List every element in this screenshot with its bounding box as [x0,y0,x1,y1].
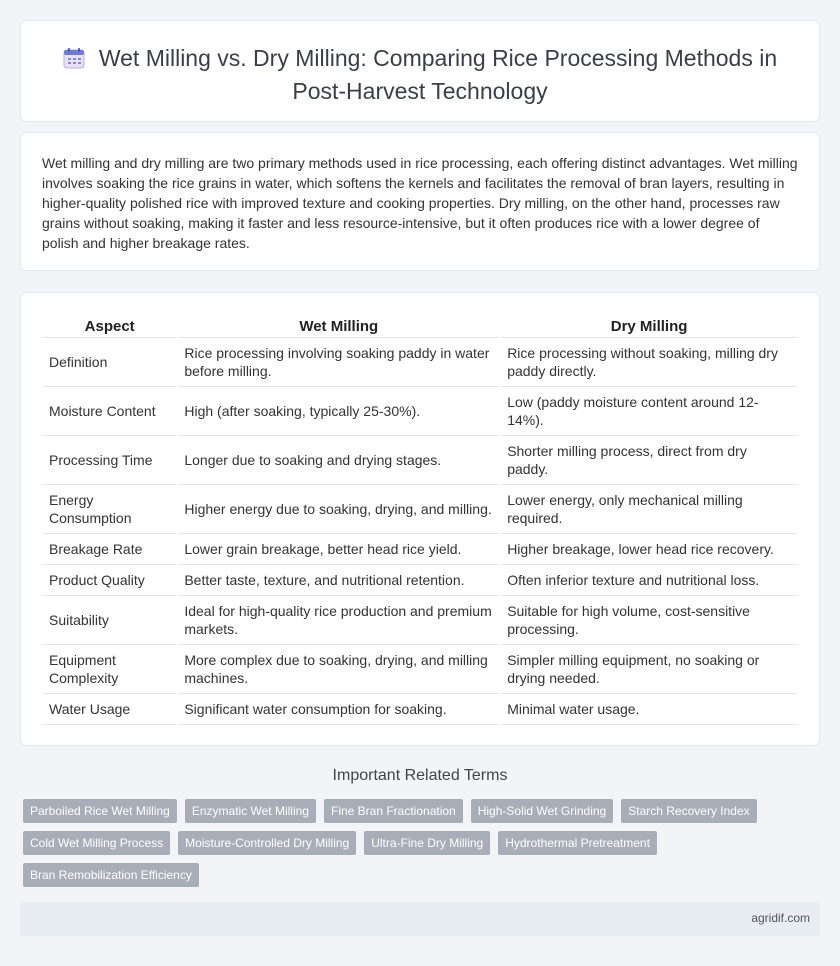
term-tag[interactable]: Starch Recovery Index [621,799,756,823]
table-cell-wet: Lower grain breakage, better head rice yield. [178,534,499,565]
table-cell-wet: Longer due to soaking and drying stages. [178,436,499,485]
table-cell-aspect: Moisture Content [43,387,176,436]
table-header-dry-milling: Dry Milling [501,313,797,338]
term-tag[interactable]: Parboiled Rice Wet Milling [23,799,177,823]
term-tag[interactable]: Ultra-Fine Dry Milling [364,831,490,855]
table-row [43,534,797,565]
table-cell-wet: Rice processing involving soaking paddy in water before milling. [178,338,499,387]
footer-bar [20,902,820,936]
term-tag[interactable]: Fine Bran Fractionation [324,799,463,823]
table-cell-dry: Low (paddy moisture content around 12-14%). [501,387,797,436]
table-cell-wet: Significant water consumption for soaking. [178,694,499,725]
table-cell-aspect: Energy Consumption [43,485,176,534]
table-cell-wet: High (after soaking, typically 25-30%). [178,387,499,436]
table-cell-aspect: Product Quality [43,565,176,596]
table-cell-aspect: Equipment Complexity [43,645,176,694]
comparison-table-card [20,292,820,746]
header-card [20,20,820,122]
table-cell-dry: Higher breakage, lower head rice recovery. [501,534,797,565]
table-cell-dry: Suitable for high volume, cost-sensitive processing. [501,596,797,645]
table-row [43,694,797,725]
comparison-table [41,313,799,725]
table-cell-dry: Minimal water usage. [501,694,797,725]
term-tag[interactable]: Enzymatic Wet Milling [185,799,316,823]
table-row [43,596,797,645]
intro-paragraph: Wet milling and dry milling are two primary methods used in rice processing, each offering distinct advantages. Wet milling involves soaking the rice grains in water, which softens the kernels and facilitates the removal of bran layers, resulting in higher-quality polished rice with improved texture and cooking properties. Dry milling, on the other hand, processes raw grains without soaking, making it faster and less resource-intensive, but it often produces rice with a lower degree of polish and higher breakage rates. [42,155,798,251]
table-row [43,485,797,534]
page-title-wrap [21,43,819,106]
page-title: Wet Milling vs. Dry Milling: Comparing Rice Processing Methods in Post-Harvest Technology [98,45,778,104]
table-cell-wet: More complex due to soaking, drying, and milling machines. [178,645,499,694]
table-cell-aspect: Processing Time [43,436,176,485]
footer-site-link[interactable]: agridif.com [751,911,810,925]
table-cell-dry: Lower energy, only mechanical milling required. [501,485,797,534]
term-tag[interactable]: Moisture-Controlled Dry Milling [178,831,356,855]
table-cell-wet: Ideal for high-quality rice production and premium markets. [178,596,499,645]
table-header-aspect: Aspect [43,313,176,338]
calendar-icon [63,46,85,76]
table-cell-dry: Simpler milling equipment, no soaking or drying needed. [501,645,797,694]
table-cell-dry: Rice processing without soaking, milling dry paddy directly. [501,338,797,387]
table-cell-aspect: Definition [43,338,176,387]
table-header-wet-milling: Wet Milling [178,313,499,338]
table-row [43,565,797,596]
related-terms-list [23,799,793,887]
table-cell-aspect: Breakage Rate [43,534,176,565]
term-tag[interactable]: Bran Remobilization Efficiency [23,863,199,887]
related-terms-heading: Important Related Terms [332,767,508,784]
table-row [43,338,797,387]
table-row [43,387,797,436]
term-tag[interactable]: High-Solid Wet Grinding [471,799,614,823]
term-tag[interactable]: Cold Wet Milling Process [23,831,170,855]
table-cell-wet: Better taste, texture, and nutritional retention. [178,565,499,596]
table-cell-dry: Often inferior texture and nutritional loss. [501,565,797,596]
table-cell-aspect: Suitability [43,596,176,645]
table-row [43,436,797,485]
table-cell-aspect: Water Usage [43,694,176,725]
table-cell-wet: Higher energy due to soaking, drying, and milling. [178,485,499,534]
intro-card [20,132,820,271]
table-cell-dry: Shorter milling process, direct from dry paddy. [501,436,797,485]
term-tag[interactable]: Hydrothermal Pretreatment [498,831,657,855]
table-row [43,645,797,694]
